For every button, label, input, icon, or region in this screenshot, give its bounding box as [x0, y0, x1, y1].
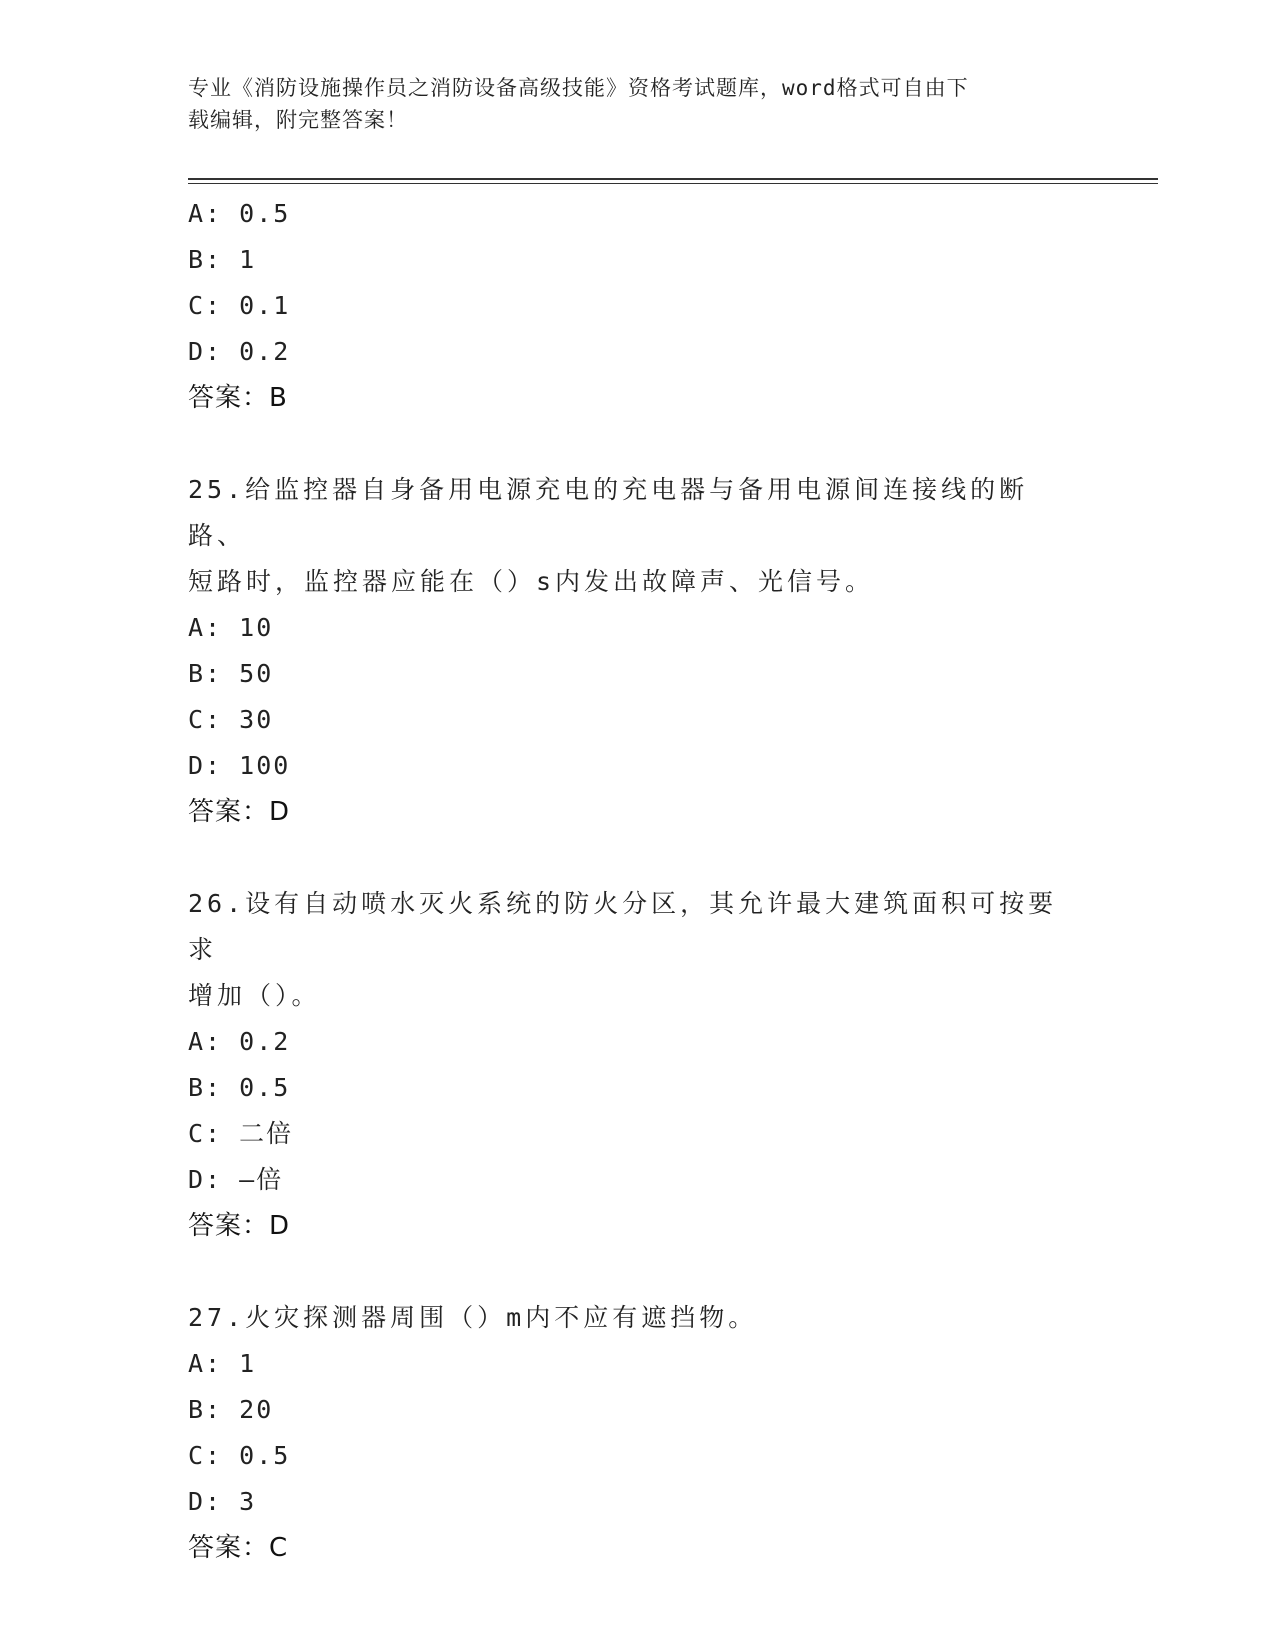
question-text: [188, 1295, 1078, 1341]
option-b: B: 0.5: [188, 1073, 291, 1102]
option-d: D: 100: [188, 751, 291, 780]
question-list: [188, 191, 1088, 1571]
document-header: [188, 72, 1068, 136]
option-c: C: 0.1: [188, 291, 291, 320]
option-b: B: 1: [188, 245, 257, 274]
option-a: A: 0.5: [188, 199, 291, 228]
question-25: [188, 467, 1088, 835]
option-d: D: —倍: [188, 1165, 284, 1194]
question-26: [188, 881, 1088, 1249]
option-a: A: 10: [188, 613, 274, 642]
option-b: B: 20: [188, 1395, 274, 1424]
header-title-line-2: 载编辑，附完整答案！: [188, 108, 408, 132]
option-c: C: 30: [188, 705, 274, 734]
question-text-line-1: 27.火灾探测器周围（）m内不应有遮挡物。: [188, 1303, 758, 1332]
option-d: D: 3: [188, 1487, 257, 1516]
question-text-line-1: 26.设有自动喷水灭火系统的防火分区，其允许最大建筑面积可按要求: [188, 889, 1058, 964]
answer-line: 答案：B: [188, 383, 288, 413]
header-rule-thick: [188, 178, 1158, 180]
question-24-continued: [188, 191, 1088, 421]
option-d: D: 0.2: [188, 337, 291, 366]
question-text: [188, 467, 1078, 605]
header-rule-thin: [188, 183, 1158, 184]
question-text: [188, 881, 1078, 1019]
option-a: A: 0.2: [188, 1027, 291, 1056]
question-text-line-2: 增加（）。: [188, 981, 321, 1010]
header-title-line-1: 专业《消防设施操作员之消防设备高级技能》资格考试题库，word格式可自由下: [188, 76, 969, 100]
answer-line: 答案：D: [188, 1211, 291, 1241]
question-text-line-2: 短路时，监控器应能在（）s内发出故障声、光信号。: [188, 567, 875, 596]
option-b: B: 50: [188, 659, 274, 688]
option-a: A: 1: [188, 1349, 257, 1378]
option-c: C: 二倍: [188, 1119, 294, 1148]
answer-line: 答案：C: [188, 1533, 289, 1563]
question-27: [188, 1295, 1088, 1571]
option-c: C: 0.5: [188, 1441, 291, 1470]
answer-line: 答案：D: [188, 797, 291, 827]
question-text-line-1: 25.给监控器自身备用电源充电的充电器与备用电源间连接线的断路、: [188, 475, 1029, 550]
